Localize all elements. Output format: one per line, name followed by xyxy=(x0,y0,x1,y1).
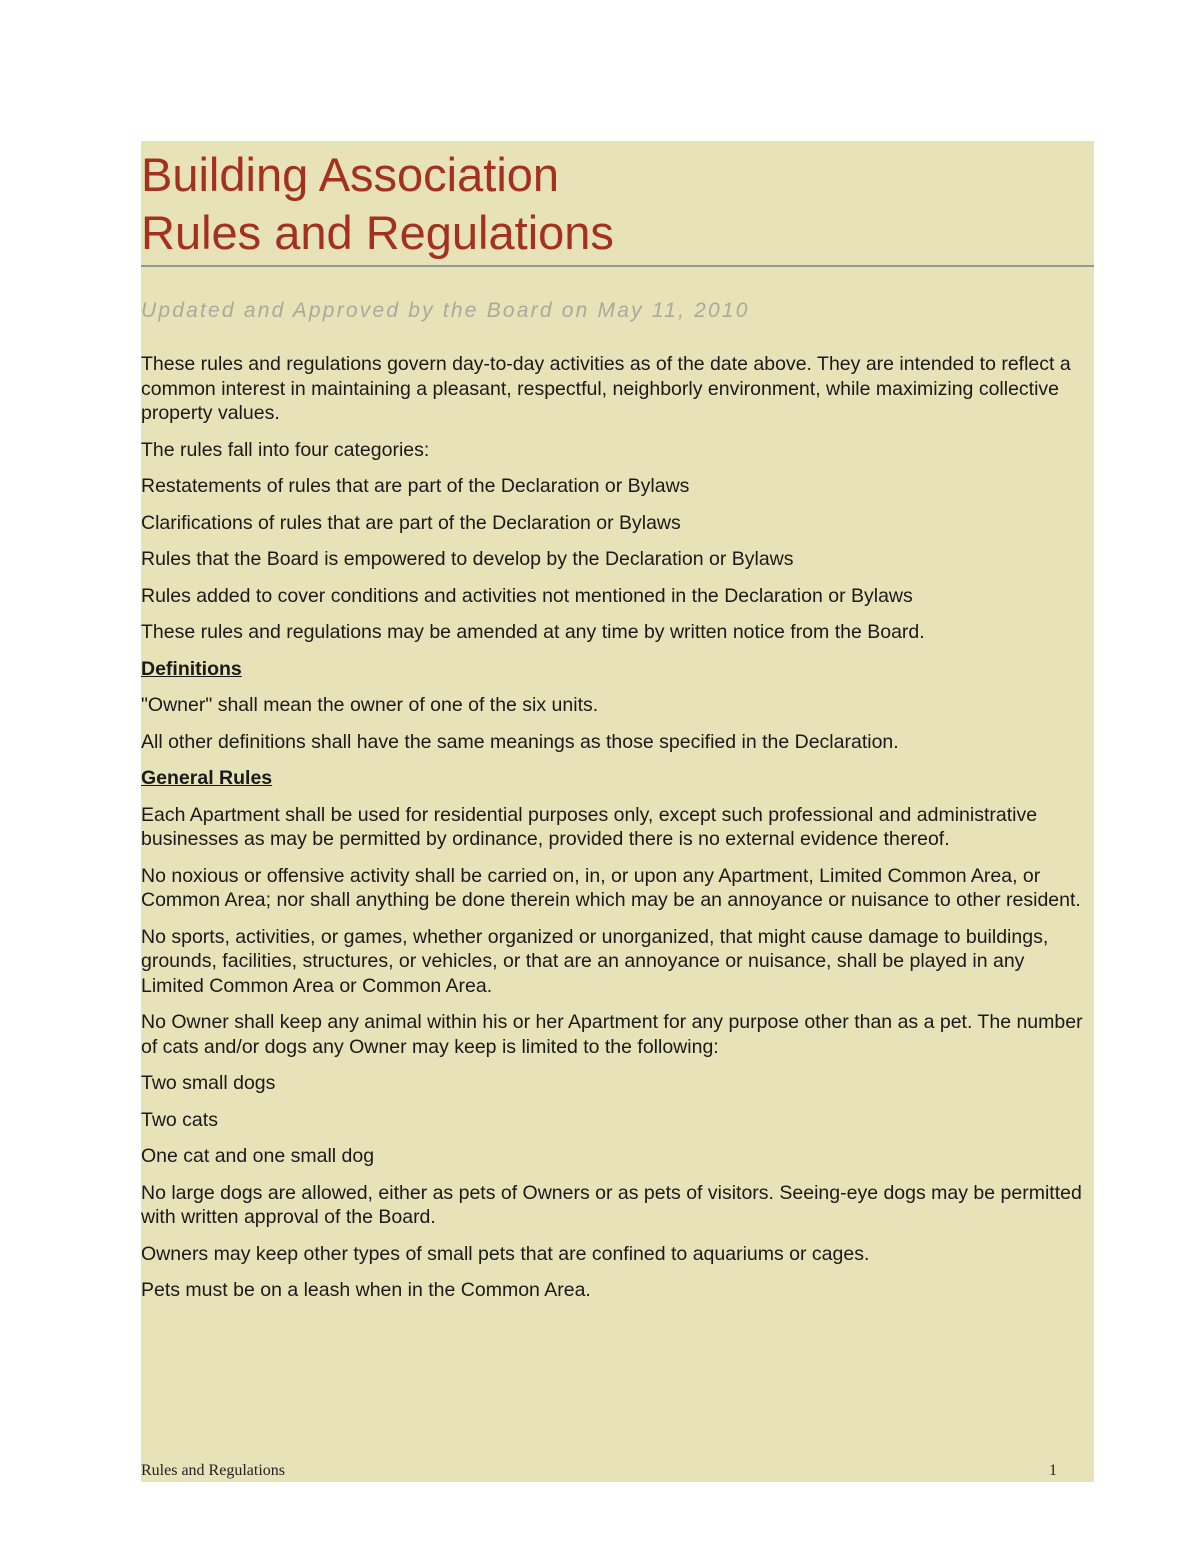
category-item: Restatements of rules that are part of the Declaration or Bylaws xyxy=(141,475,690,497)
footer-document-title: Rules and Regulations xyxy=(141,1462,285,1479)
rule-item: Each Apartment shall be used for residential purposes only, except such professional and administrative businesses as may be permitted by ordinance, provided there is no external evidence thereof. xyxy=(141,803,1038,850)
rule-item: Pets must be on a leash when in the Common Area. xyxy=(141,1279,591,1301)
pet-option-item: One cat and one small dog xyxy=(141,1145,375,1167)
pet-option-item: Two cats xyxy=(141,1108,218,1131)
title-divider xyxy=(141,265,1094,267)
page-number: 1 xyxy=(1049,1462,1057,1479)
rule-item: Owners may keep other types of small pets that are confined to aquariums or cages. xyxy=(141,1242,870,1265)
rule-item: No noxious or offensive activity shall be carried on, in, or upon any Apartment, Limited Common Area, or Common Area; nor shall anything be done therein which may be an annoyance or nuisance to other resident. xyxy=(141,864,1081,911)
pet-option-item: Two small dogs xyxy=(141,1072,276,1094)
category-item: Rules added to cover conditions and activities not mentioned in the Declaration or Bylaws xyxy=(141,584,913,607)
general-rules-heading: General Rules xyxy=(141,767,273,789)
amendment-note: These rules and regulations may be amended at any time by written notice from the Board. xyxy=(141,621,925,643)
document-title xyxy=(141,146,1081,262)
rule-item: No Owner shall keep any animal within his or her Apartment for any purpose other than as a pet. The number of cats and/or dogs any Owner may keep is limited to the following: xyxy=(141,1011,1083,1058)
intro-paragraph: These rules and regulations govern day-to-day activities as of the date above. They are intended to reflect a common interest in maintaining a pleasant, respectful, neighborly environment, while maximizing collective property values. xyxy=(141,353,1071,424)
category-item: Rules that the Board is empowered to develop by the Declaration or Bylaws xyxy=(141,548,794,570)
approval-subtitle: Updated and Approved by the Board on May 11, 2010 xyxy=(141,299,750,322)
title-line-2: Rules and Regulations xyxy=(141,206,614,259)
definition-item: "Owner" shall mean the owner of one of the six units. xyxy=(141,694,599,716)
document-body xyxy=(141,352,1091,1315)
definition-item: All other definitions shall have the same meanings as those specified in the Declaration. xyxy=(141,730,899,753)
category-item: Clarifications of rules that are part of the Declaration or Bylaws xyxy=(141,511,681,534)
title-line-1: Building Association xyxy=(141,148,560,201)
categories-intro: The rules fall into four categories: xyxy=(141,438,430,461)
rule-item: No sports, activities, or games, whether organized or unorganized, that might cause damage to buildings, grounds, facilities, structures, or vehicles, or that are an annoyance or nuisance, shall be played in any Limited Common Area or Common Area. xyxy=(141,925,1049,997)
definitions-heading: Definitions xyxy=(141,657,242,680)
rule-item: No large dogs are allowed, either as pets of Owners or as pets of visitors. Seeing-eye dogs may be permitted with written approval of the Board. xyxy=(141,1181,1082,1228)
